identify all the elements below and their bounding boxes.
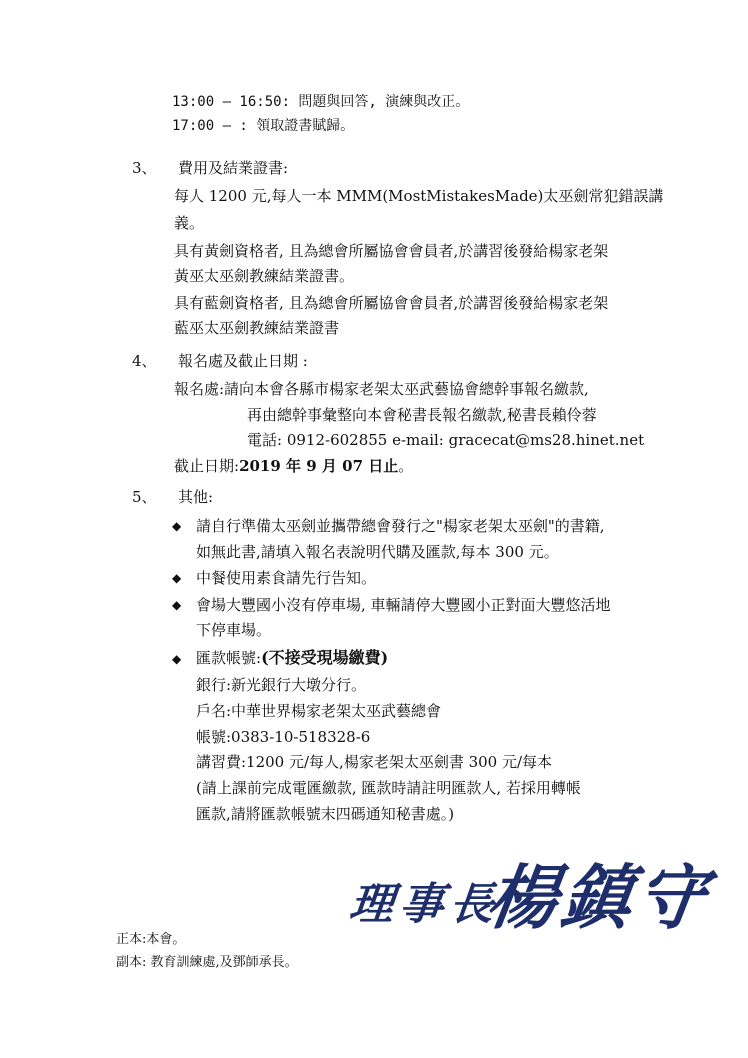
other-item-1-line2: 如無此書,請填入報名表說明代購及匯款,每本 300 元。 (196, 543, 559, 561)
remittance-remark-line1: (請上課前完成電匯繳款, 匯款時請註明匯款人, 若採用轉帳 (196, 779, 581, 797)
section-3-heading: 費用及結業證書: (178, 159, 289, 177)
bullet-icon: ◆ (172, 519, 182, 533)
original-recipient: 正本:本會。 (116, 932, 186, 947)
other-item-1-line1: 請自行準備太巫劍並攜帶總會發行之"楊家老架太巫劍"的書籍, (196, 517, 605, 535)
bullet-icon: ◆ (172, 571, 182, 585)
signature-title: 理事長 (346, 879, 503, 930)
registration-contact: 電話: 0912-602855 e-mail: gracecat@ms28.hinet.net (247, 431, 645, 449)
account-name: 戶名:中華世界楊家老架太巫武藝總會 (196, 702, 442, 720)
other-item-2: 中餐使用素食請先行告知。 (196, 569, 377, 587)
remittance-remark-line2: 匯款,請將匯款帳號末四碼通知秘書處。) (196, 805, 455, 823)
section-4-number: 4、 (132, 352, 157, 370)
deadline (174, 456, 413, 476)
bullet-icon: ◆ (172, 598, 182, 612)
bank-name: 銀行:新光銀行大墩分行。 (196, 676, 367, 694)
schedule-line-2: 17:00 – : 領取證書賦歸。 (172, 118, 355, 134)
section-3-para1-line1: 每人 1200 元,每人一本 MMM(MostMistakesMade)太巫劍常犯錯誤講 (174, 187, 664, 205)
account-number: 帳號:0383-10-518328-6 (196, 728, 371, 746)
remittance-heading (196, 648, 388, 668)
schedule-line-1: 13:00 – 16:50: 問題與回答, 演練與改正。 (172, 94, 470, 110)
section-3-para3-line1: 具有藍劍資格者, 且為總會所屬協會會員者,於講習後發給楊家老架 (174, 294, 609, 312)
deadline-end: 。 (398, 457, 414, 475)
section-4-heading: 報名處及截止日期 : (178, 352, 308, 370)
fees: 講習費:1200 元/每人,楊家老架太巫劍書 300 元/每本 (196, 753, 553, 771)
other-item-3-line1: 會場大豐國小沒有停車場, 車輛請停大豐國小正對面大豐悠活地 (196, 596, 611, 614)
remittance-label: 匯款帳號: (196, 649, 262, 667)
registration-line-2: 再由總幹事彙整向本會秘書長報名繳款,秘書長賴伶蓉 (247, 406, 597, 424)
other-item-3-line2: 下停車場。 (196, 621, 272, 639)
section-3-para3-line2: 藍巫太巫劍教練結業證書 (174, 319, 340, 337)
section-3-para2-line2: 黃巫太巫劍教練結業證書。 (174, 267, 355, 285)
deadline-label: 截止日期: (174, 457, 240, 475)
section-5-number: 5、 (132, 488, 157, 506)
section-3-para2-line1: 具有黃劍資格者, 且為總會所屬協會會員者,於講習後發給楊家老架 (174, 242, 609, 260)
signature-name: 楊鎮守 (481, 856, 716, 939)
section-5-heading: 其他: (178, 488, 214, 506)
bullet-icon: ◆ (172, 652, 182, 666)
deadline-value: 2019 年 9 月 07 日止 (239, 457, 399, 475)
copy-recipient: 副本: 教育訓練處,及鄧師承長。 (116, 955, 298, 970)
registration-line-1: 報名處:請向本會各縣市楊家老架太巫武藝協會總幹事報名繳款, (174, 380, 589, 398)
section-3-number: 3、 (132, 159, 157, 177)
section-3-para1-line2: 義。 (174, 214, 205, 232)
remittance-note: (不接受現場繳費) (261, 648, 389, 667)
